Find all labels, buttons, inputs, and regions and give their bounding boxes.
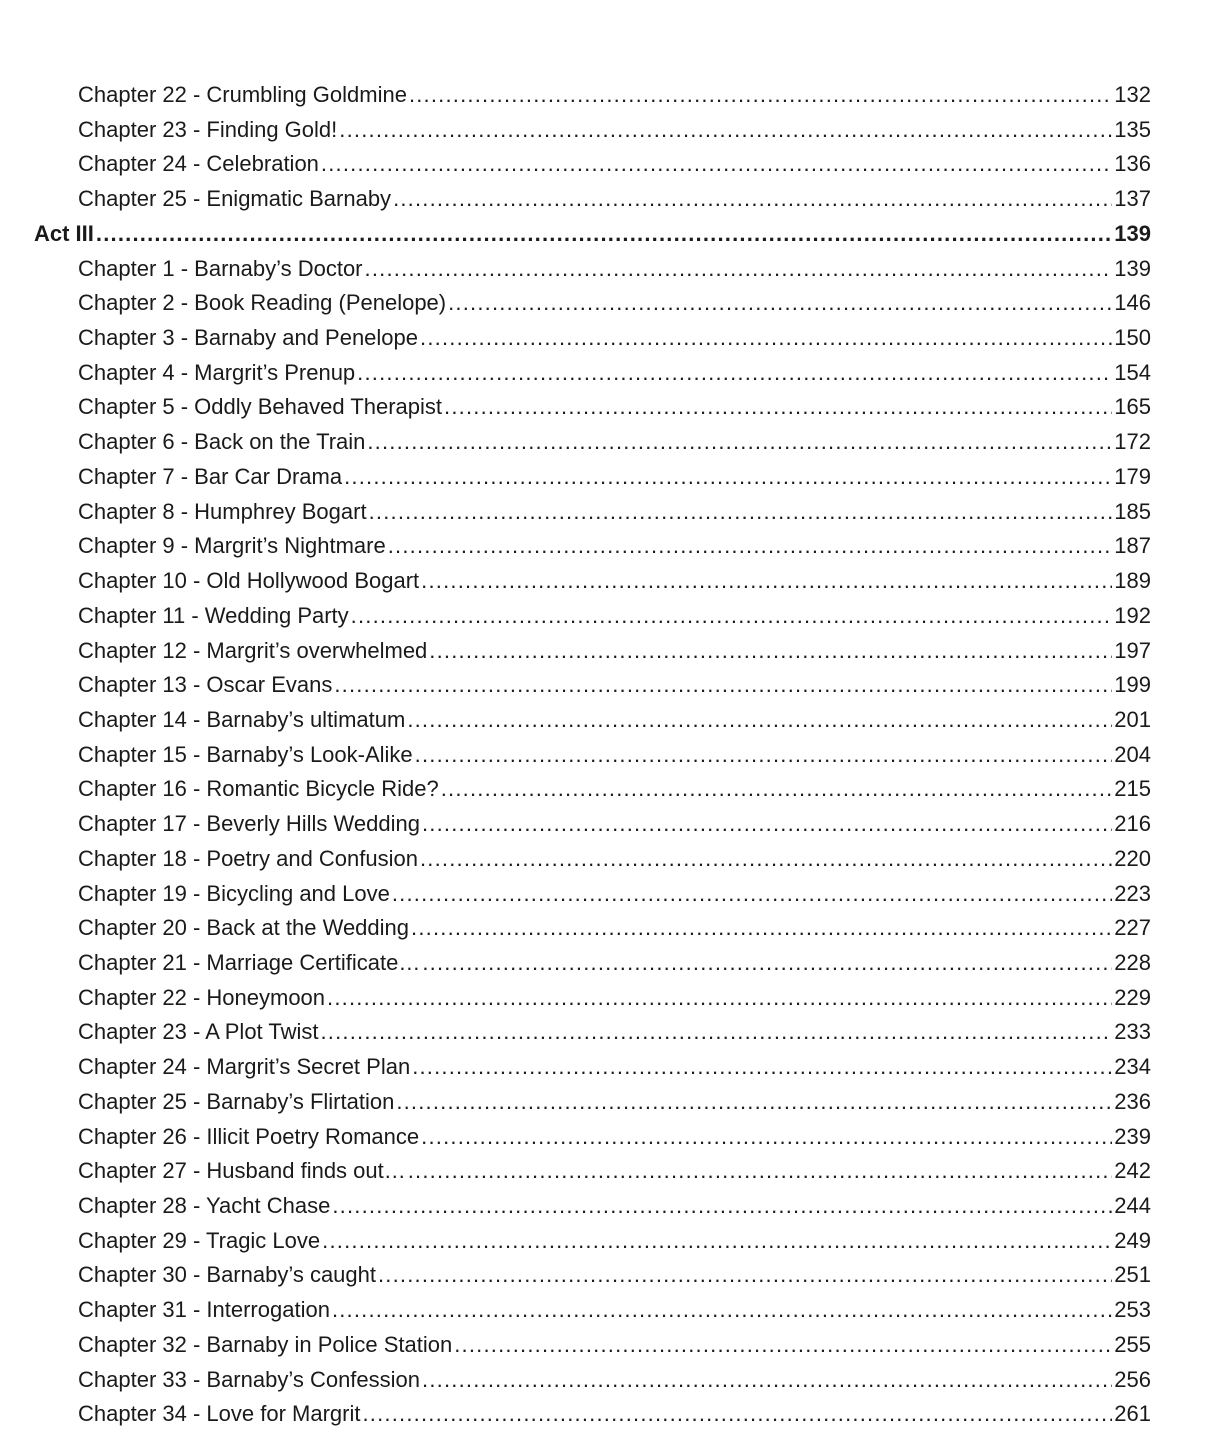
toc-entry[interactable]	[0, 321, 1212, 356]
toc-entry[interactable]	[0, 564, 1212, 599]
toc-entry-title: Chapter 23 - Finding Gold!	[78, 116, 338, 142]
toc-entry-title: Chapter 25 - Barnaby’s Flirtation	[78, 1088, 395, 1114]
toc-entry-page-number: 189	[1114, 568, 1151, 594]
toc-entry-page-number: 236	[1114, 1088, 1151, 1114]
toc-entry[interactable]	[0, 981, 1212, 1016]
toc-entry-page-number: 204	[1114, 741, 1151, 767]
toc-entry-title: Chapter 23 - A Plot Twist	[78, 1019, 319, 1045]
toc-entry-title: Chapter 9 - Margrit’s Nightmare	[78, 533, 386, 559]
toc-dot-leader	[429, 634, 1112, 669]
toc-entry[interactable]	[0, 1293, 1212, 1328]
toc-entry-page-number: 146	[1114, 290, 1151, 316]
toc-dot-leader	[396, 1085, 1112, 1120]
toc-entry-page-number: 139	[1114, 220, 1151, 246]
toc-entry[interactable]	[0, 1363, 1212, 1398]
toc-entry-page-number: 215	[1114, 776, 1151, 802]
toc-entry-title: Chapter 22 - Honeymoon	[78, 984, 326, 1010]
toc-entry-page-number: 185	[1114, 498, 1151, 524]
toc-entry[interactable]	[0, 1258, 1212, 1293]
toc-entry[interactable]	[0, 1154, 1212, 1189]
toc-dot-leader	[411, 911, 1112, 946]
toc-entry-title: Chapter 24 - Celebration	[78, 151, 319, 177]
toc-entry[interactable]	[0, 911, 1212, 946]
toc-entry-page-number: 132	[1114, 82, 1151, 107]
table-of-contents	[0, 78, 1212, 1432]
toc-entry-title: Chapter 15 - Barnaby’s Look-Alike	[78, 741, 413, 767]
toc-entry[interactable]	[0, 1085, 1212, 1120]
toc-entry-page-number: 135	[1114, 116, 1151, 142]
toc-entry-title: Chapter 1 - Barnaby’s Doctor	[78, 255, 363, 281]
toc-entry-page-number: 242	[1114, 1158, 1151, 1184]
toc-entry[interactable]	[0, 147, 1212, 182]
toc-entry-title: Chapter 22 - Crumbling Goldmine	[78, 82, 407, 107]
toc-dot-leader	[327, 981, 1112, 1016]
toc-entry-title: Act III	[34, 220, 94, 246]
toc-entry-page-number: 261	[1114, 1401, 1151, 1427]
toc-entry-title: Chapter 8 - Humphrey Bogart	[78, 498, 367, 524]
toc-entry-page-number: 228	[1114, 949, 1151, 975]
toc-dot-leader	[367, 425, 1112, 460]
toc-entry-title: Chapter 29 - Tragic Love	[78, 1227, 321, 1253]
toc-entry-page-number: 251	[1114, 1262, 1151, 1288]
toc-entry-page-number: 233	[1114, 1019, 1151, 1045]
toc-entry-page-number: 216	[1114, 811, 1151, 837]
toc-dot-leader	[441, 772, 1113, 807]
toc-entry-title: Chapter 30 - Barnaby’s caught	[78, 1262, 376, 1288]
toc-dot-leader	[362, 1397, 1112, 1432]
toc-entry-page-number: 137	[1114, 186, 1151, 212]
toc-entry[interactable]	[0, 460, 1212, 495]
toc-entry-title: Chapter 21 - Marriage Certificate…	[78, 949, 421, 975]
toc-entry-title: Chapter 13 - Oscar Evans	[78, 672, 333, 698]
toc-entry[interactable]	[0, 529, 1212, 564]
toc-entry-page-number: 192	[1114, 602, 1151, 628]
toc-entry-title: Chapter 16 - Romantic Bicycle Ride?	[78, 776, 439, 802]
toc-entry[interactable]	[0, 252, 1212, 287]
toc-entry[interactable]	[0, 78, 1212, 113]
toc-entry-page-number: 253	[1114, 1297, 1151, 1323]
toc-entry-title: Chapter 27 - Husband finds out…	[78, 1158, 406, 1184]
toc-entry-title: Chapter 34 - Love for Margrit	[78, 1401, 361, 1427]
toc-dot-leader	[422, 946, 1112, 981]
toc-dot-leader	[448, 286, 1112, 321]
toc-dot-leader	[357, 356, 1112, 391]
toc-entry-page-number: 179	[1114, 463, 1151, 489]
toc-dot-leader	[421, 564, 1112, 599]
toc-dot-leader	[422, 807, 1112, 842]
toc-dot-leader	[334, 668, 1112, 703]
toc-dot-leader	[388, 529, 1113, 564]
toc-dot-leader	[392, 877, 1112, 912]
toc-entry[interactable]	[0, 1189, 1212, 1224]
toc-entry[interactable]	[0, 772, 1212, 807]
toc-dot-leader	[407, 703, 1112, 738]
toc-dot-leader	[369, 495, 1113, 530]
toc-dot-leader	[420, 321, 1112, 356]
toc-entry-title: Chapter 3 - Barnaby and Penelope	[78, 325, 419, 351]
toc-entry-page-number: 172	[1114, 429, 1151, 455]
toc-entry[interactable]	[0, 738, 1212, 773]
toc-entry-title: Chapter 14 - Barnaby’s ultimatum	[78, 706, 406, 732]
toc-entry-page-number: 199	[1114, 672, 1151, 698]
toc-dot-leader	[408, 1154, 1113, 1189]
toc-entry[interactable]	[0, 356, 1212, 391]
toc-entry-page-number: 154	[1114, 359, 1151, 385]
toc-entry-title: Chapter 6 - Back on the Train	[78, 429, 366, 455]
toc-dot-leader	[421, 1120, 1112, 1155]
toc-dot-leader	[393, 182, 1112, 217]
toc-entry-title: Chapter 24 - Margrit’s Secret Plan	[78, 1054, 411, 1080]
toc-entry-title: Chapter 4 - Margrit’s Prenup	[78, 359, 356, 385]
toc-entry[interactable]	[0, 946, 1212, 981]
toc-entry-page-number: 244	[1114, 1193, 1151, 1218]
toc-entry-page-number: 249	[1114, 1227, 1151, 1253]
toc-entry[interactable]	[0, 1050, 1212, 1085]
toc-dot-leader	[332, 1293, 1112, 1328]
toc-dot-leader	[339, 113, 1112, 148]
toc-entry-title: Chapter 33 - Barnaby’s Confession	[78, 1366, 421, 1392]
toc-entry[interactable]	[0, 113, 1212, 148]
toc-entry-title: Chapter 2 - Book Reading (Penelope)	[78, 290, 447, 316]
toc-entry-page-number: 229	[1114, 984, 1151, 1010]
toc-entry-page-number: 256	[1114, 1366, 1151, 1392]
toc-entry-title: Chapter 10 - Old Hollywood Bogart	[78, 568, 420, 594]
toc-entry[interactable]	[0, 1397, 1212, 1432]
toc-entry[interactable]	[0, 634, 1212, 669]
toc-entry-page-number: 220	[1114, 845, 1151, 871]
toc-entry-title: Chapter 32 - Barnaby in Police Station	[78, 1331, 453, 1357]
toc-entry[interactable]	[0, 182, 1212, 217]
toc-dot-leader	[344, 460, 1112, 495]
toc-dot-leader	[378, 1258, 1112, 1293]
toc-dot-leader	[444, 390, 1112, 425]
toc-entry-page-number: 136	[1114, 151, 1151, 177]
toc-entry-page-number: 223	[1114, 880, 1151, 906]
toc-entry[interactable]	[0, 703, 1212, 738]
toc-entry-title: Chapter 7 - Bar Car Drama	[78, 463, 343, 489]
toc-entry[interactable]	[0, 599, 1212, 634]
toc-entry-page-number: 227	[1114, 915, 1151, 941]
toc-entry-page-number: 239	[1114, 1123, 1151, 1149]
toc-dot-leader	[321, 1015, 1113, 1050]
toc-entry[interactable]	[0, 807, 1212, 842]
toc-entry-title: Chapter 5 - Oddly Behaved Therapist	[78, 394, 443, 420]
toc-dot-leader	[412, 1050, 1112, 1085]
toc-dot-leader	[96, 217, 1112, 252]
toc-entry-title: Chapter 28 - Yacht Chase	[78, 1193, 331, 1218]
toc-entry[interactable]	[0, 390, 1212, 425]
toc-entry-title: Chapter 20 - Back at the Wedding	[78, 915, 410, 941]
toc-entry-page-number: 187	[1114, 533, 1151, 559]
toc-entry[interactable]	[0, 668, 1212, 703]
toc-entry-title: Chapter 31 - Interrogation	[78, 1297, 330, 1323]
toc-entry-page-number: 255	[1114, 1331, 1151, 1357]
toc-entry[interactable]	[0, 1120, 1212, 1155]
toc-act-heading[interactable]	[0, 217, 1212, 252]
toc-entry[interactable]	[0, 495, 1212, 530]
toc-dot-leader	[365, 252, 1113, 287]
toc-entry-title: Chapter 18 - Poetry and Confusion	[78, 845, 418, 871]
toc-entry[interactable]	[0, 1328, 1212, 1363]
toc-entry-title: Chapter 25 - Enigmatic Barnaby	[78, 186, 392, 212]
toc-dot-leader	[322, 1224, 1112, 1259]
toc-dot-leader	[420, 842, 1112, 877]
toc-entry-page-number: 234	[1114, 1054, 1151, 1080]
toc-dot-leader	[454, 1328, 1112, 1363]
toc-dot-leader	[332, 1189, 1112, 1224]
toc-dot-leader	[415, 738, 1113, 773]
toc-dot-leader	[409, 78, 1112, 113]
toc-entry-title: Chapter 12 - Margrit’s overwhelmed	[78, 637, 428, 663]
toc-entry[interactable]	[0, 286, 1212, 321]
toc-entry[interactable]	[0, 1015, 1212, 1050]
toc-entry-page-number: 150	[1114, 325, 1151, 351]
toc-entry-page-number: 197	[1114, 637, 1151, 663]
toc-dot-leader	[351, 599, 1113, 634]
toc-entry[interactable]	[0, 425, 1212, 460]
toc-entry-page-number: 201	[1114, 706, 1151, 732]
toc-entry-title: Chapter 11 - Wedding Party	[78, 602, 349, 628]
toc-entry[interactable]	[0, 877, 1212, 912]
toc-dot-leader	[321, 147, 1112, 182]
toc-entry-page-number: 165	[1114, 394, 1151, 420]
toc-entry-page-number: 139	[1114, 255, 1151, 281]
toc-dot-leader	[422, 1363, 1112, 1398]
toc-entry[interactable]	[0, 842, 1212, 877]
toc-entry[interactable]	[0, 1224, 1212, 1259]
toc-entry-title: Chapter 17 - Beverly Hills Wedding	[78, 811, 420, 837]
toc-entry-title: Chapter 26 - Illicit Poetry Romance	[78, 1123, 420, 1149]
toc-entry-title: Chapter 19 - Bicycling and Love	[78, 880, 390, 906]
